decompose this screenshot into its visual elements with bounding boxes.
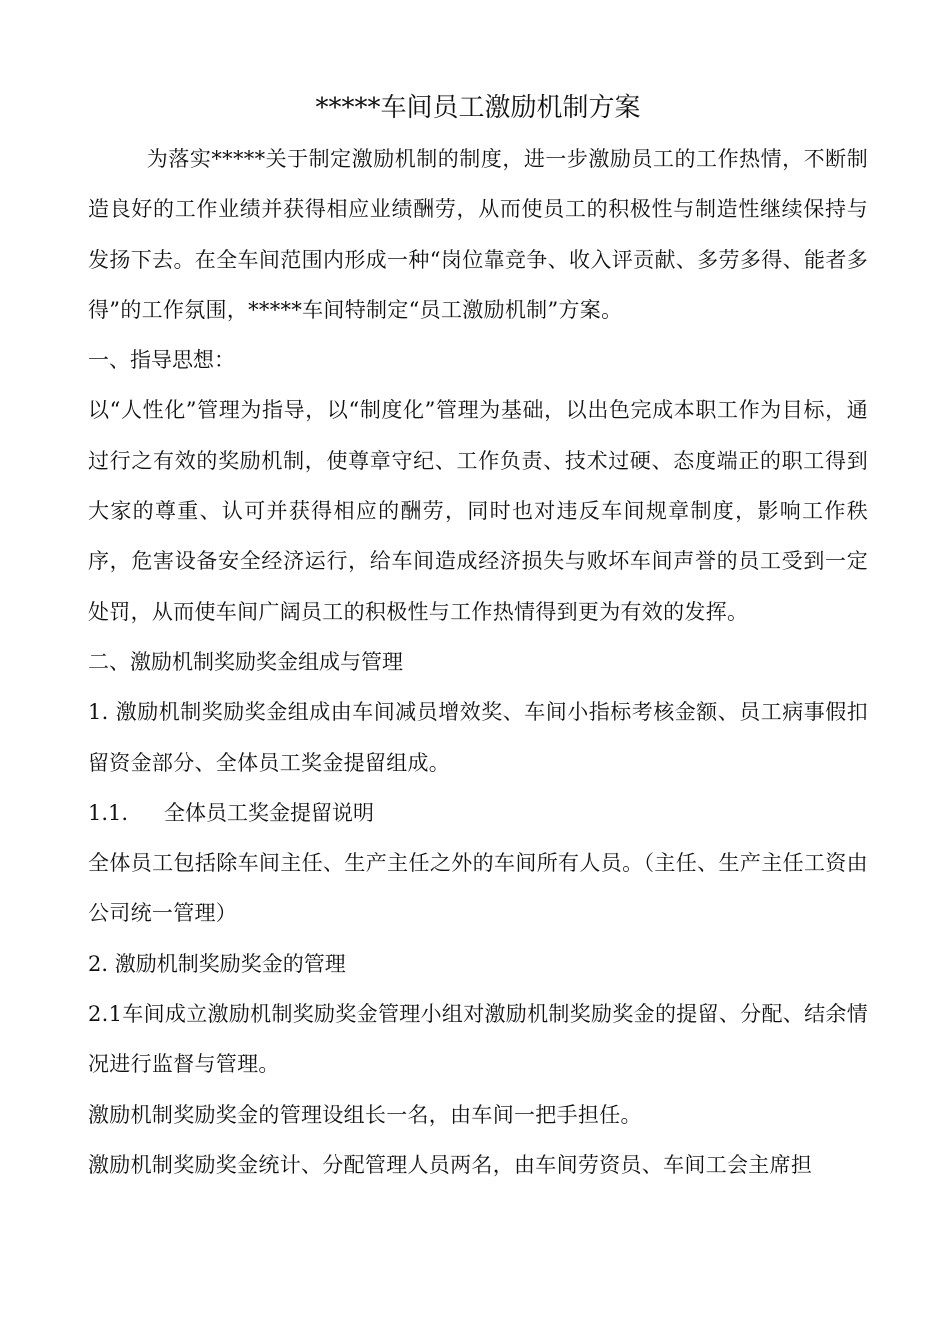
item-1-paragraph: 1. 激励机制奖励奖金组成由车间减员增效奖、车间小指标考核金额、员工病事假扣留资金部分、全体员工奖金提留组成。 (88, 700, 868, 775)
intro-paragraph: 为落实*****关于制定激励机制的制度，进一步激励员工的工作热情，不断制造良好的工作业绩并获得相应业绩酬劳，从而使员工的积极性与制造性继续保持与发扬下去。在全车间范围内形成一种“岗位靠竞争、收入评贡献、多劳多得、能者多得”的工作氛围，*****车间特制定“员工激励机制”方案。 (88, 147, 868, 322)
section-heading-bonus-composition: 二、激励机制奖励奖金组成与管理 (88, 649, 403, 674)
item-2-heading: 2. 激励机制奖励奖金的管理 (88, 951, 346, 976)
document-page (88, 88, 868, 1190)
item-1-1-number: 1.1. (88, 800, 129, 825)
document-title: *****车间员工激励机制方案 (315, 93, 641, 123)
guiding-thought-paragraph: 以“人性化”管理为指导，以“制度化”管理为基础，以出色完成本职工作为目标，通过行之有效的奖励机制，使尊章守纪、工作负责、技术过硬、态度端正的职工得到大家的尊重、认可并获得相应的酬劳，同时也对违反车间规章制度，影响工作秩序，危害设备安全经济运行，给车间造成经济损失与败坏车间声誉的员工受到一定处罚，从而使车间广阔员工的积极性与工作热情得到更为有效的发挥。 (88, 398, 868, 624)
item-2-1-leader-paragraph: 激励机制奖励奖金的管理设组长一名，由车间一把手担任。 (88, 1102, 642, 1127)
item-1-1-paragraph: 全体员工包括除车间主任、生产主任之外的车间所有人员。（主任、生产主任工资由公司统一管理） (88, 851, 868, 926)
item-2-1-staff-paragraph: 激励机制奖励奖金统计、分配管理人员两名，由车间劳资员、车间工会主席担 (88, 1152, 813, 1177)
item-1-1-heading (88, 788, 868, 838)
section-heading-guiding-thought: 一、指导思想： (88, 348, 235, 373)
item-1-1-label: 全体员工奖金提留说明 (164, 800, 374, 825)
item-2-1-paragraph: 2.1车间成立激励机制奖励奖金管理小组对激励机制奖励奖金的提留、分配、结余情况进行监督与管理。 (88, 1002, 868, 1077)
